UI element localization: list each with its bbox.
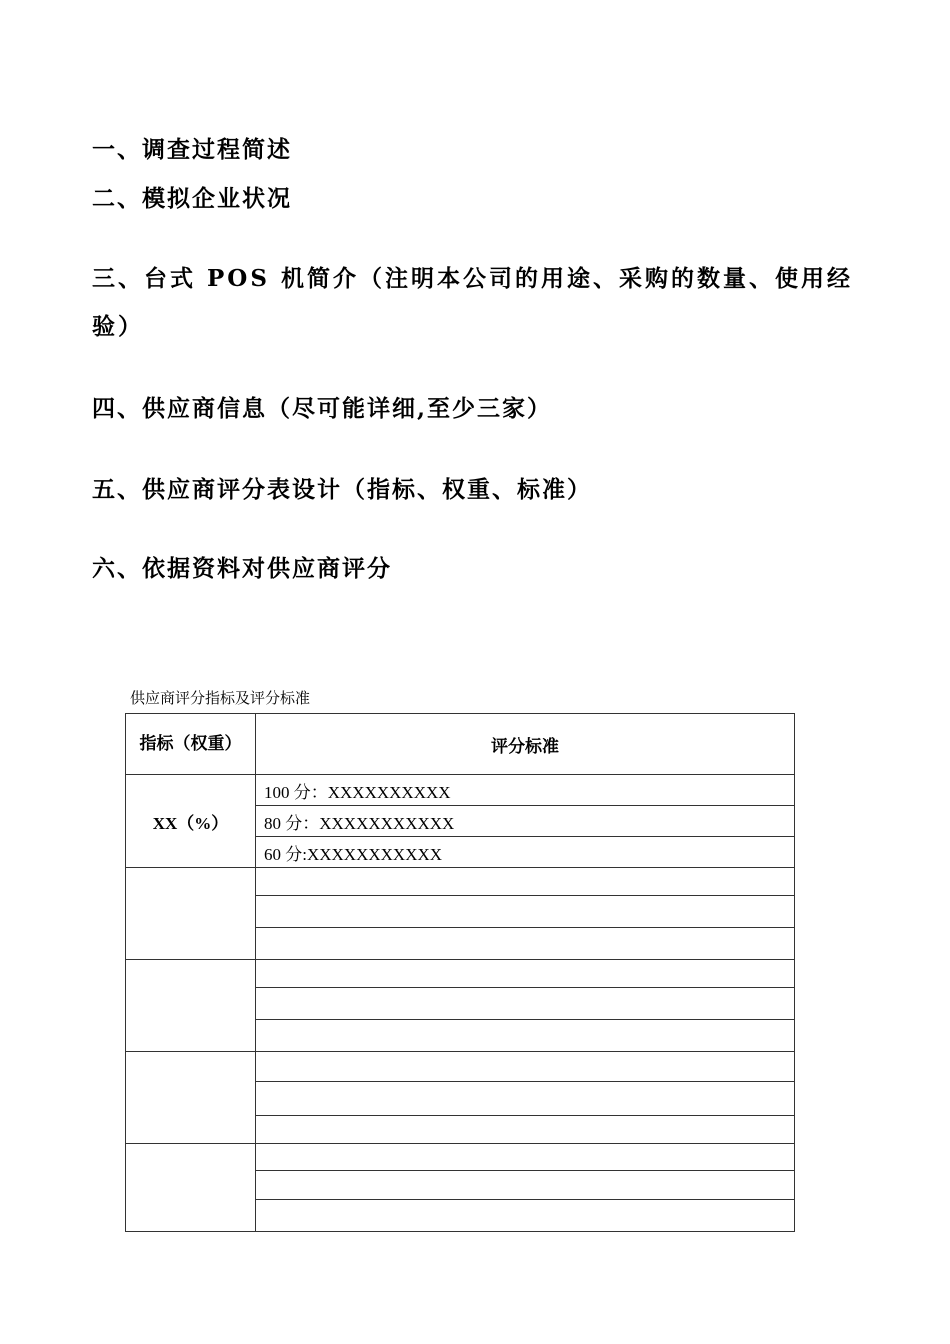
- standard-cell: 100 分：XXXXXXXXXX: [256, 775, 795, 806]
- section-heading-3: 三、台式 POS 机简介（注明本公司的用途、采购的数量、使用经验）: [92, 265, 853, 340]
- standard-cell: [256, 960, 795, 988]
- header-standard: 评分标准: [256, 714, 795, 775]
- section-heading-1: 一、调查过程简述: [92, 136, 292, 163]
- indicator-cell: [126, 1144, 256, 1232]
- table-caption: 供应商评分指标及评分标准: [130, 691, 311, 707]
- table-row: [126, 868, 795, 896]
- table-row: [126, 1052, 795, 1082]
- indicator-cell: [126, 868, 256, 960]
- standard-cell: [256, 1052, 795, 1082]
- standard-cell: [256, 1020, 795, 1052]
- standard-cell: [256, 988, 795, 1020]
- indicator-cell: [126, 960, 256, 1052]
- section-heading-2: 二、模拟企业状况: [92, 185, 292, 212]
- standard-cell: [256, 868, 795, 896]
- indicator-cell: XX（%）: [126, 775, 256, 868]
- section-heading-6: 六、依据资料对供应商评分: [92, 555, 392, 582]
- standard-cell: [256, 928, 795, 960]
- standard-cell: [256, 1144, 795, 1171]
- supplier-score-table: [125, 713, 795, 1232]
- table-header-row: [126, 714, 795, 775]
- table-row: [126, 960, 795, 988]
- indicator-cell: [126, 1052, 256, 1144]
- standard-cell: [256, 1082, 795, 1116]
- table-row: [126, 775, 795, 806]
- header-indicator: 指标（权重）: [126, 714, 256, 775]
- standard-cell: [256, 896, 795, 928]
- standard-cell: 80 分：XXXXXXXXXXX: [256, 806, 795, 837]
- table-row: [126, 1144, 795, 1171]
- standard-cell: [256, 1200, 795, 1232]
- standard-cell: 60 分:XXXXXXXXXXX: [256, 837, 795, 868]
- standard-cell: [256, 1116, 795, 1144]
- standard-cell: [256, 1171, 795, 1200]
- section-heading-5: 五、供应商评分表设计（指标、权重、标准）: [92, 476, 592, 503]
- section-heading-4: 四、供应商信息（尽可能详细,至少三家）: [92, 395, 553, 422]
